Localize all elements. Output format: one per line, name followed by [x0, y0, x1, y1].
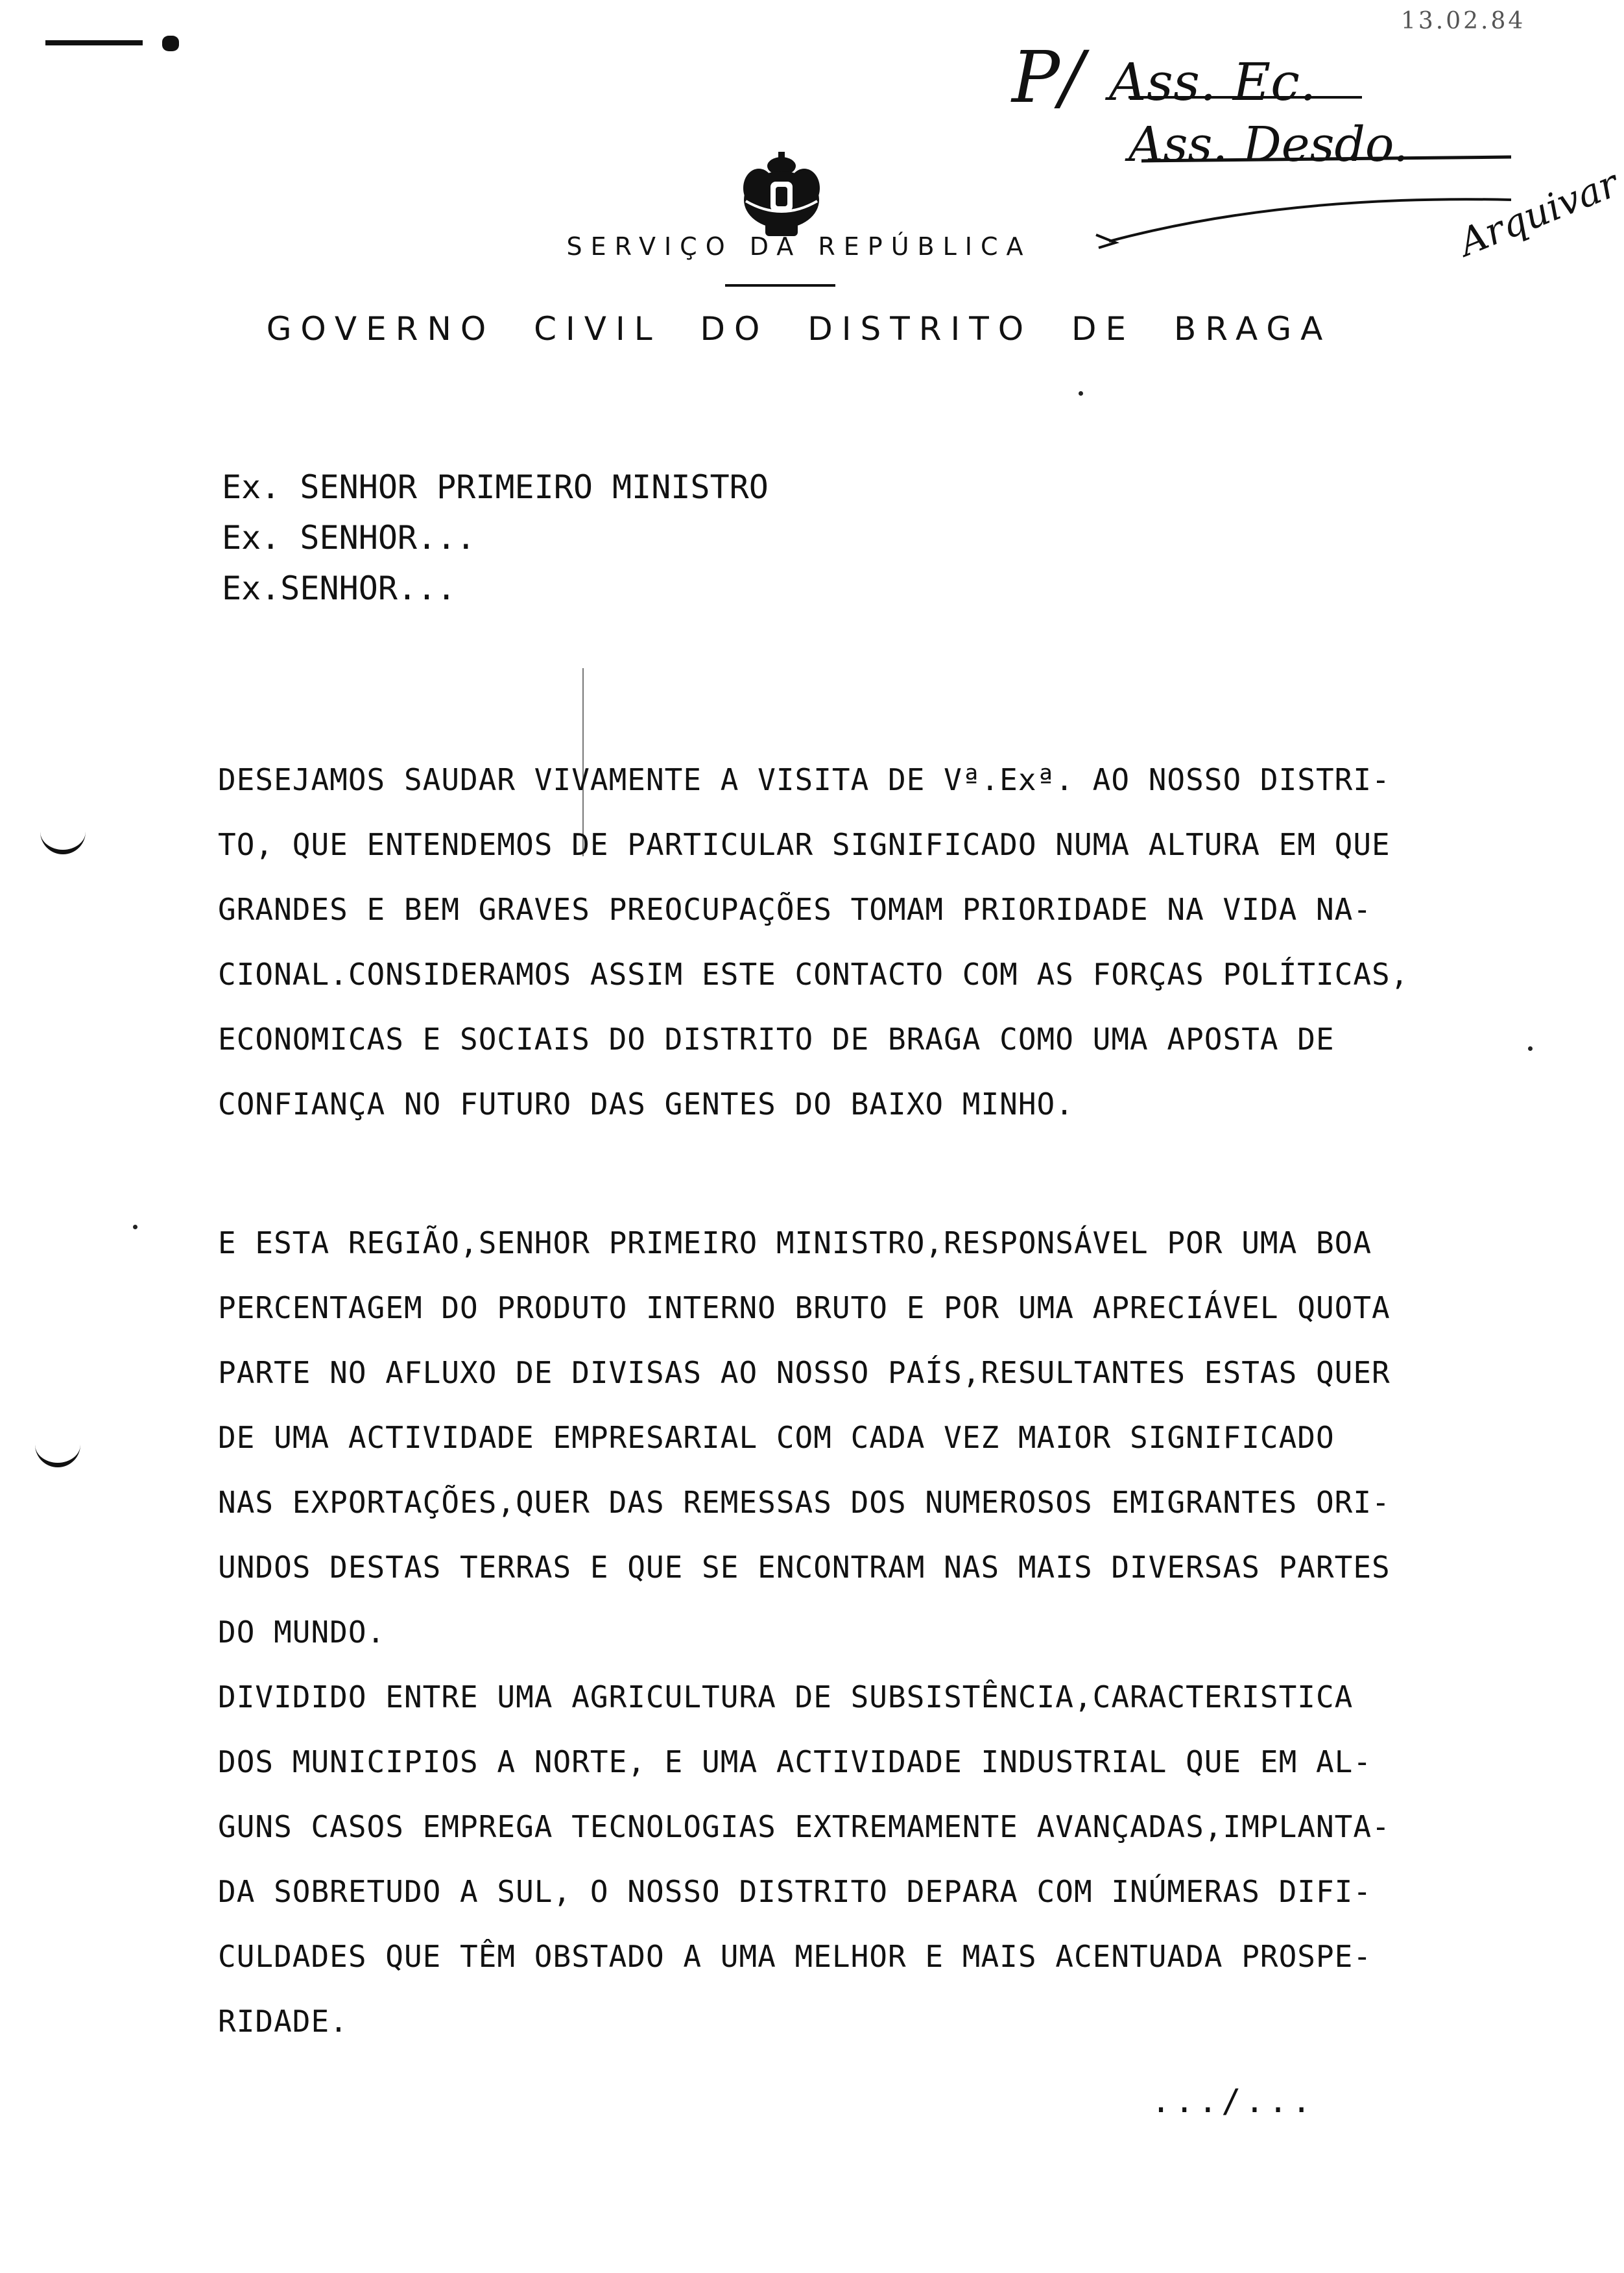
- paragraph-2: [218, 1210, 1391, 1665]
- page-continuation-mark: .../...: [1151, 2082, 1315, 2120]
- salutation-block: [222, 462, 769, 614]
- text-line: RIDADE.: [218, 2004, 348, 2039]
- paragraph-1: [218, 747, 1409, 1136]
- salutation-line: Ex. SENHOR PRIMEIRO MINISTRO: [222, 468, 769, 506]
- text-line: ECONOMICAS E SOCIAIS DO DISTRITO DE BRAGA COMO UMA APOSTA DE: [218, 1022, 1335, 1057]
- salutation-line: Ex. SENHOR...: [222, 519, 476, 557]
- handwritten-initial: P/: [1012, 36, 1084, 119]
- text-line: UNDOS DESTAS TERRAS E QUE SE ENCONTRAM NAS MAIS DIVERSAS PARTES: [218, 1550, 1391, 1585]
- text-line: TO, QUE ENTENDEMOS DE PARTICULAR SIGNIFICADO NUMA ALTURA EM QUE: [218, 827, 1391, 862]
- text-line: GRANDES E BEM GRAVES PREOCUPAÇÕES TOMAM PRIORIDADE NA VIDA NA-: [218, 892, 1372, 927]
- punch-hole-mark: [40, 824, 86, 854]
- text-line: DA SOBRETUDO A SUL, O NOSSO DISTRITO DEPARA COM INÚMERAS DIFI-: [218, 1874, 1372, 1909]
- paragraph-3: [218, 1665, 1391, 2054]
- speck: [1079, 391, 1083, 396]
- handwritten-note-1: Ass. Ec.: [1109, 52, 1317, 112]
- speck: [1528, 1046, 1533, 1051]
- text-line: DO MUNDO.: [218, 1615, 386, 1650]
- text-line: DIVIDIDO ENTRE UMA AGRICULTURA DE SUBSISTÊNCIA,CARACTERISTICA: [218, 1679, 1354, 1714]
- office-header: GOVERNO CIVIL DO DISTRITO DE BRAGA: [266, 310, 1332, 348]
- text-line: NAS EXPORTAÇÕES,QUER DAS REMESSAS DOS NUMEROSOS EMIGRANTES ORI-: [218, 1485, 1391, 1520]
- header-divider: [725, 284, 835, 287]
- speck: [133, 1225, 137, 1229]
- date-stamp: 13.02.84: [1401, 8, 1526, 34]
- text-line: CONFIANÇA NO FUTURO DAS GENTES DO BAIXO MINHO.: [218, 1087, 1074, 1122]
- text-line: CIONAL.CONSIDERAMOS ASSIM ESTE CONTACTO COM AS FORÇAS POLÍTICAS,: [218, 957, 1409, 992]
- service-header: SERVIÇO DA REPÚBLICA: [566, 232, 1032, 261]
- text-line: DESEJAMOS SAUDAR VIVAMENTE A VISITA DE Vª.Exª. AO NOSSO DISTRI-: [218, 762, 1391, 797]
- text-line: E ESTA REGIÃO,SENHOR PRIMEIRO MINISTRO,RESPONSÁVEL POR UMA BOA: [218, 1225, 1372, 1260]
- text-line: PARTE NO AFLUXO DE DIVISAS AO NOSSO PAÍS,RESULTANTES ESTAS QUER: [218, 1355, 1391, 1390]
- staple-mark: [45, 40, 143, 45]
- handwritten-archive-note: Arquivar: [1453, 161, 1624, 265]
- text-line: CULDADES QUE TÊM OBSTADO A UMA MELHOR E MAIS ACENTUADA PROSPE-: [218, 1939, 1372, 1974]
- punch-hole-mark: [35, 1437, 80, 1467]
- staple-mark-end: [162, 36, 179, 51]
- text-line: PERCENTAGEM DO PRODUTO INTERNO BRUTO E POR UMA APRECIÁVEL QUOTA: [218, 1290, 1391, 1325]
- text-line: GUNS CASOS EMPREGA TECNOLOGIAS EXTREMAMENTE AVANÇADAS,IMPLANTA-: [218, 1809, 1391, 1844]
- salutation-line: Ex.SENHOR...: [222, 570, 457, 607]
- handwritten-note-2: Ass. Desdo.: [1128, 117, 1409, 173]
- text-line: DOS MUNICIPIOS A NORTE, E UMA ACTIVIDADE INDUSTRIAL QUE EM AL-: [218, 1744, 1372, 1779]
- text-line: DE UMA ACTIVIDADE EMPRESARIAL COM CADA VEZ MAIOR SIGNIFICADO: [218, 1420, 1335, 1455]
